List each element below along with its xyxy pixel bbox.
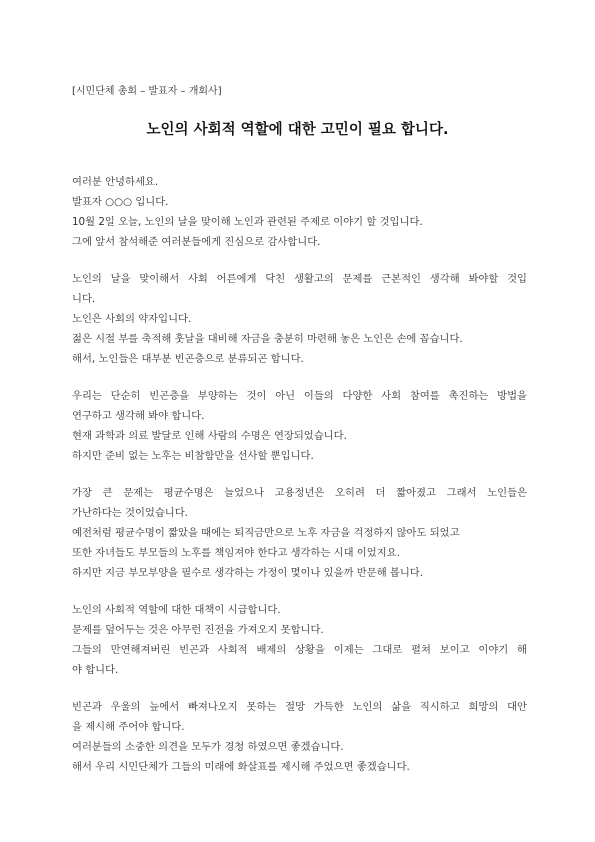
text-line: 젊은 시절 부를 축적해 훗날을 대비해 자금을 충분히 마련해 놓은 노인은 손에 꼽습니다. — [72, 333, 463, 345]
text-line: 우리는 단순히 빈곤층을 부양하는 것이 아닌 이들의 다양한 사회 참여를 촉진하는 방법을 — [72, 390, 527, 402]
document-header: [시민단체 총회 – 발표자 – 개회사] — [72, 86, 222, 97]
text-line: 여러분 안녕하세요. — [72, 176, 159, 188]
text-line: 노인의 사회적 역할에 대한 대책이 시급합니다. — [72, 604, 281, 616]
text-line: 예전처럼 평균수명이 짧았을 때에는 퇴직금만으로 노후 자금을 걱정하지 않아도 되었고 — [72, 527, 460, 539]
text-line: 현재 과학과 의료 발달로 인해 사람의 수명은 연장되었습니다. — [72, 430, 347, 442]
paragraph — [72, 697, 527, 777]
paragraph — [72, 483, 527, 583]
text-line: 하지만 지금 부모부양을 필수로 생각하는 가정이 몇이나 있을까 반문해 봅니다. — [72, 567, 424, 579]
paragraph — [72, 600, 527, 680]
page-title: 노인의 사회적 역할에 대한 고민이 필요 합니다. — [146, 122, 449, 138]
text-line: 그들의 만연해져버린 빈곤과 사회적 배제의 상황을 이제는 그대로 펼쳐 보이고 이야기 해 — [72, 644, 527, 656]
text-line: 야 합니다. — [72, 664, 119, 676]
paragraph — [72, 386, 527, 466]
text-line: 발표자 ○○○ 입니다. — [72, 196, 169, 208]
text-line: 을 제시해 주어야 합니다. — [72, 721, 185, 733]
text-line: 하지만 준비 없는 노후는 비참함만을 선사할 뿐입니다. — [72, 450, 314, 462]
text-line: 노인은 사회의 약자입니다. — [72, 313, 192, 325]
text-line: 연구하고 생각해 봐야 합니다. — [72, 410, 205, 422]
text-line: 해서, 노인들은 대부분 빈곤층으로 분류되곤 합니다. — [72, 353, 304, 365]
paragraph — [72, 172, 527, 252]
text-line: 그에 앞서 참석해준 여러분들에게 진심으로 감사합니다. — [72, 236, 321, 248]
text-line: 문제를 덮어두는 것은 아무런 진전을 가져오지 못합니다. — [72, 624, 324, 636]
document-body — [72, 172, 527, 794]
text-line: 노인의 날을 맞이해서 사회 어른에게 닥친 생활고의 문제를 근본적인 생각해 봐야할 것입 — [72, 273, 527, 285]
text-line: 가난하다는 것이었습니다. — [72, 507, 188, 519]
paragraph — [72, 269, 527, 369]
text-line: 해서 우리 시민단체가 그들의 미래에 화살표를 제시해 주었으면 좋겠습니다. — [72, 761, 410, 773]
text-line: 가장 큰 문제는 평균수명은 늘었으나 고용정년은 오히려 더 짧아졌고 그래서 노인들은 — [72, 487, 527, 499]
text-line: 니다. — [72, 293, 96, 305]
text-line: 10월 2일 오늘, 노인의 날을 맞이해 노인과 관련된 주제로 이야기 할 것입니다. — [72, 216, 423, 228]
text-line: 또한 자녀들도 부모들의 노후를 책임져야 한다고 생각하는 시대 이었지요. — [72, 547, 400, 559]
text-line: 여러분들의 소중한 의견을 모두가 경청 하였으면 좋겠습니다. — [72, 741, 344, 753]
text-line: 빈곤과 우울의 늪에서 빠져나오지 못하는 절망 가득한 노인의 삶을 직시하고 희망의 대안 — [72, 701, 527, 713]
